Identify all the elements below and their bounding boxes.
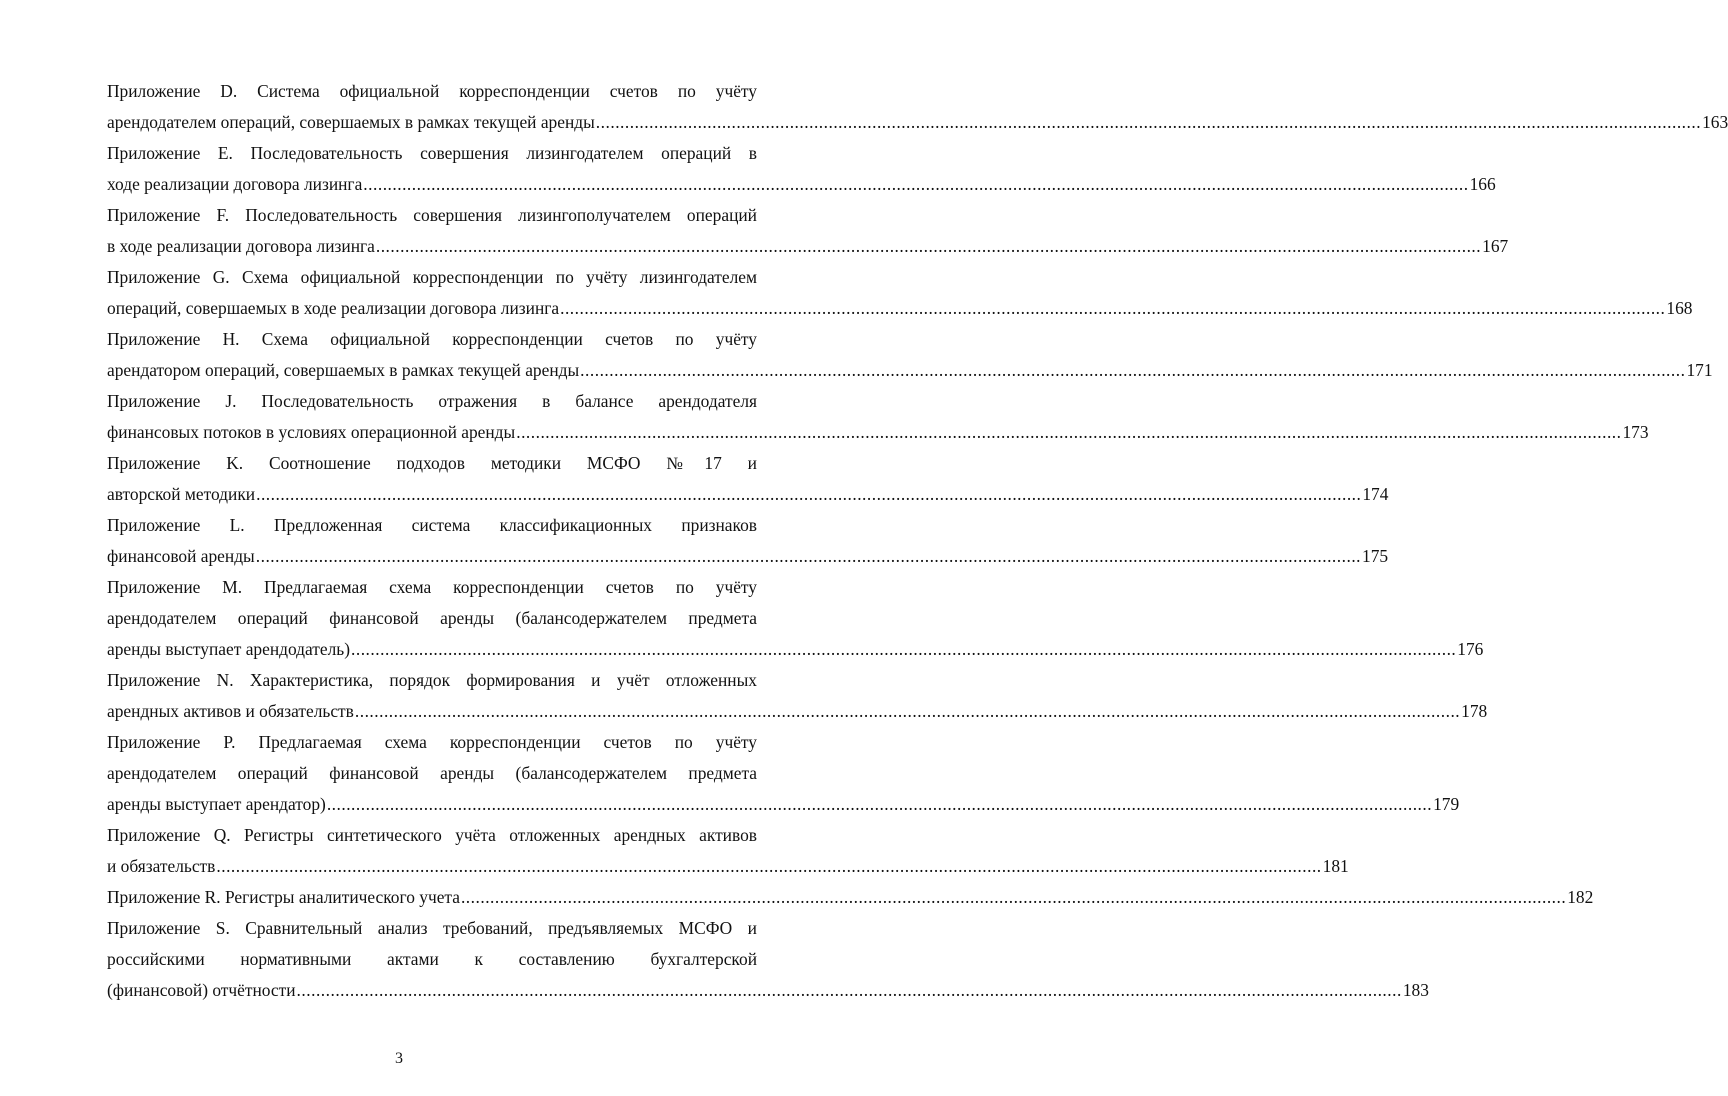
toc-page-number: 183 — [1402, 980, 1429, 1000]
dot-leader — [297, 980, 1402, 1000]
toc-entry-text: финансовой аренды — [107, 546, 255, 566]
dot-leader — [216, 856, 1321, 876]
table-of-contents — [107, 76, 1728, 1006]
toc-entry-last-line — [107, 417, 1649, 448]
toc-entry-last-line — [107, 479, 1389, 510]
toc-entry-line: Приложение E. Последовательность совершения лизингодателем операций в — [107, 143, 757, 163]
dot-leader — [363, 174, 1468, 194]
toc-entry-line: Приложение N. Характеристика, порядок формирования и учёт отложенных — [107, 670, 757, 690]
toc-entry-line: Приложение L. Предложенная система классификационных признаков — [107, 515, 757, 535]
dot-leader — [355, 701, 1460, 721]
toc-entry-line: Приложение K. Соотношение подходов методики МСФО №17 и — [107, 453, 757, 473]
toc-entry — [107, 882, 1594, 913]
dot-leader — [256, 546, 1361, 566]
toc-entry-line: Приложение Q. Регистры синтетического учёта отложенных арендных активов — [107, 825, 757, 845]
toc-entry-last-line — [107, 541, 1389, 572]
toc-entry-text: арендатором операций, совершаемых в рамках текущей аренды — [107, 360, 580, 380]
toc-entry-line: Приложение S. Сравнительный анализ требований, предъявляемых МСФО и — [107, 918, 757, 938]
toc-entry-line: Приложение H. Схема официальной корреспонденции счетов по учёту — [107, 329, 757, 349]
toc-entry-text: операций, совершаемых в ходе реализации договора лизинга — [107, 298, 560, 318]
toc-entry-text: авторской методики — [107, 484, 256, 504]
toc-entry-last-line — [107, 169, 1496, 200]
page-number: 3 — [395, 1050, 403, 1067]
toc-entry — [107, 727, 1460, 820]
toc-entry-line: Приложение G. Схема официальной корреспонденции по учёту лизингодателем — [107, 267, 757, 287]
toc-entry — [107, 200, 1509, 262]
toc-entry — [107, 324, 1713, 386]
toc-entry-text: финансовых потоков в условиях операционной аренды — [107, 422, 516, 442]
toc-entry-line: Приложение D. Система официальной корреспонденции счетов по учёту — [107, 81, 757, 101]
toc-page-number: 179 — [1433, 794, 1460, 814]
toc-entry — [107, 820, 1349, 882]
toc-entry-text: в ходе реализации договора лизинга — [107, 236, 375, 256]
dot-leader — [327, 794, 1432, 814]
toc-entries — [107, 76, 1728, 1006]
toc-entry-text: и обязательств — [107, 856, 216, 876]
toc-entry-text: арендодателем операций, совершаемых в рамках текущей аренды — [107, 112, 595, 132]
toc-entry-text: арендных активов и обязательств — [107, 701, 354, 721]
toc-entry-line: Приложение P. Предлагаемая схема корреспонденции счетов по учёту — [107, 732, 757, 752]
dot-leader — [376, 236, 1481, 256]
toc-entry-text: (финансовой) отчётности — [107, 980, 296, 1000]
toc-page-number: 174 — [1362, 484, 1389, 504]
dot-leader — [516, 422, 1621, 442]
toc-entry-last-line — [107, 851, 1349, 882]
toc-entry-line: арендодателем операций финансовой аренды (балансодержателем предмета — [107, 608, 757, 628]
toc-page-number: 166 — [1469, 174, 1496, 194]
toc-page-number: 175 — [1362, 546, 1389, 566]
dot-leader — [461, 887, 1566, 907]
dot-leader — [580, 360, 1685, 380]
toc-entry-last-line — [107, 355, 1713, 386]
toc-page-number: 173 — [1622, 422, 1649, 442]
toc-page-number: 163 — [1702, 112, 1728, 132]
toc-page-number: 178 — [1461, 701, 1488, 721]
toc-entry — [107, 665, 1488, 727]
toc-entry-line: арендодателем операций финансовой аренды (балансодержателем предмета — [107, 763, 757, 783]
toc-entry-line: российскими нормативными актами к составлению бухгалтерской — [107, 949, 757, 969]
toc-entry — [107, 138, 1496, 200]
toc-entry-last-line — [107, 789, 1460, 820]
toc-entry — [107, 386, 1649, 448]
toc-page-number: 167 — [1482, 236, 1509, 256]
toc-entry-text: аренды выступает арендодатель) — [107, 639, 351, 659]
toc-entry — [107, 448, 1389, 510]
toc-entry-last-line — [107, 293, 1693, 324]
toc-page-number: 182 — [1567, 887, 1594, 907]
toc-page-number: 181 — [1322, 856, 1349, 876]
toc-entry-line: Приложение J. Последовательность отражения в балансе арендодателя — [107, 391, 757, 411]
toc-page-number: 171 — [1686, 360, 1713, 380]
dot-leader — [596, 112, 1701, 132]
toc-entry — [107, 913, 1429, 1006]
dot-leader — [560, 298, 1665, 318]
toc-entry-last-line — [107, 696, 1488, 727]
toc-entry-line: Приложение F. Последовательность совершения лизингополучателем операций — [107, 205, 757, 225]
toc-entry-last-line — [107, 882, 1594, 913]
toc-entry-last-line — [107, 107, 1728, 138]
toc-entry — [107, 572, 1484, 665]
toc-entry — [107, 510, 1389, 572]
toc-entry — [107, 262, 1693, 324]
toc-entry-last-line — [107, 634, 1484, 665]
toc-entry-line: Приложение M. Предлагаемая схема корреспонденции счетов по учёту — [107, 577, 757, 597]
toc-entry-text: ходе реализации договора лизинга — [107, 174, 363, 194]
toc-page-number: 168 — [1666, 298, 1693, 318]
toc-entry-text: аренды выступает арендатор) — [107, 794, 326, 814]
toc-entry-last-line — [107, 975, 1429, 1006]
toc-page-number: 176 — [1457, 639, 1484, 659]
dot-leader — [256, 484, 1361, 504]
dot-leader — [351, 639, 1456, 659]
toc-entry-last-line — [107, 231, 1509, 262]
toc-entry — [107, 76, 1728, 138]
toc-entry-text: Приложение R. Регистры аналитического учета — [107, 887, 460, 907]
